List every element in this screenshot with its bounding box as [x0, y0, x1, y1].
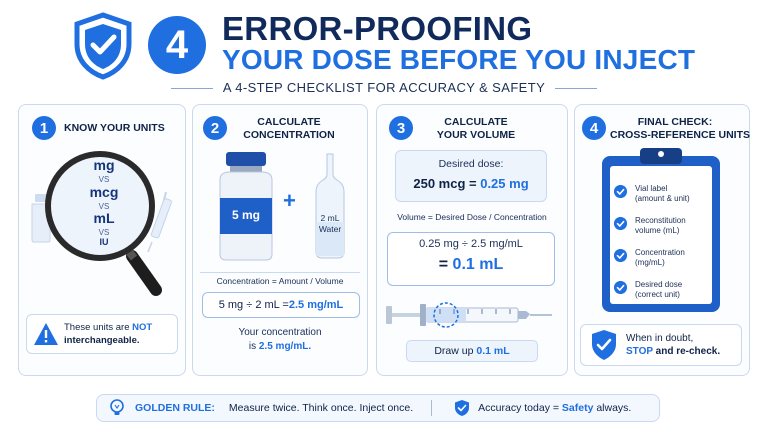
dose-rhs: 0.25 mg	[480, 176, 529, 191]
step-title-3	[416, 116, 536, 142]
desired-dose-value	[395, 176, 547, 191]
medication-vial-icon	[216, 150, 276, 262]
checklist-item-title: Concentration	[635, 248, 685, 257]
unit-iu: IU	[99, 237, 109, 247]
divider	[171, 88, 213, 89]
accuracy-text	[478, 402, 631, 414]
draw-up-instruction	[406, 340, 538, 362]
result-line2-pre: is	[248, 341, 259, 352]
draw-up-value: 0.1 mL	[476, 345, 510, 357]
checklist-item	[614, 216, 690, 236]
draw-up-pre: Draw up	[434, 345, 474, 357]
divider	[431, 400, 432, 416]
unit-mcg: mcg	[89, 184, 119, 200]
vs-label: VS	[98, 228, 110, 237]
calc-result-value: 0.1 mL	[452, 256, 504, 273]
golden-rule-text: Measure twice. Think once. Inject once.	[228, 402, 414, 414]
shield-check-icon	[72, 12, 134, 80]
page-subtitle	[0, 80, 768, 95]
step-title-2-line2: CONCENTRATION	[243, 129, 335, 141]
volume-formula: Volume = Desired Dose / Concentration	[397, 212, 547, 222]
unit-mg: mg	[93, 157, 115, 173]
checklist-item-title: Vial label	[635, 184, 668, 193]
ampoule-label	[310, 213, 350, 235]
golden-rule-label: GOLDEN RULE:	[135, 402, 215, 414]
check-icon	[614, 185, 627, 198]
step-title-3-line2: YOUR VOLUME	[436, 129, 516, 141]
doubt-post: and re-check.	[652, 346, 721, 357]
step-number-2: 2	[203, 116, 227, 140]
calc-result	[387, 256, 555, 274]
calc-line1: 0.25 mg ÷ 2.5 mg/mL	[419, 238, 523, 250]
result-line1: Your concentration	[238, 327, 322, 338]
concentration-formula-caption: Concentration = Amount / Volume	[216, 276, 344, 286]
step-title-4-line1: FINAL CHECK:	[637, 116, 713, 128]
checklist-item-title: Desired dose	[635, 280, 683, 289]
warning-icon	[33, 322, 59, 346]
checklist-item-title: Reconstitution	[635, 216, 686, 225]
checklist-item-detail: (mg/mL)	[635, 258, 665, 267]
page-title-secondary: YOUR DOSE BEFORE YOU INJECT	[222, 44, 696, 75]
shield-check-icon	[590, 329, 618, 361]
desired-dose-label: Desired dose:	[438, 158, 504, 170]
accuracy-pre: Accuracy today =	[478, 402, 562, 414]
doubt-line1: When in doubt,	[626, 333, 694, 344]
checklist-item-detail: volume (mL)	[635, 226, 680, 235]
accuracy-em: Safety	[561, 402, 594, 414]
check-icon	[614, 217, 627, 230]
unit-ml: mL	[93, 210, 115, 226]
check-icon	[614, 281, 627, 294]
water-ampoule-icon	[310, 152, 350, 262]
calc-result-pre: =	[438, 256, 453, 273]
ampoule-contents: Water	[318, 224, 342, 234]
doubt-em: STOP	[626, 346, 653, 357]
divider	[200, 272, 360, 273]
check-icon	[614, 249, 627, 262]
step-title-1: KNOW YOUR UNITS	[64, 122, 165, 134]
step-title-2	[230, 116, 348, 142]
golden-rule-footer	[96, 394, 660, 422]
ampoule-volume: 2 mL	[320, 213, 340, 223]
warning-text	[64, 321, 152, 347]
vs-label: VS	[98, 175, 110, 184]
step-number-4: 4	[582, 116, 606, 140]
header-number-badge: 4	[148, 16, 206, 74]
warning-text-em: NOT	[132, 322, 153, 333]
vial-label: 5 mg	[231, 208, 260, 222]
checklist-item	[614, 248, 690, 268]
step-title-4	[610, 116, 751, 142]
subtitle-text: A 4-STEP CHECKLIST FOR ACCURACY & SAFETY	[222, 80, 546, 95]
warning-text-post: interchangeable.	[64, 335, 140, 346]
dose-lhs: 250 mcg =	[413, 176, 481, 191]
accuracy-post: always.	[593, 402, 632, 414]
step-number-1: 1	[32, 116, 56, 140]
warning-text-pre: These units are	[64, 322, 133, 333]
formula-result: 2.5 mg/mL	[288, 299, 344, 311]
checklist-item-detail: (correct unit)	[635, 290, 680, 299]
concentration-result	[200, 326, 360, 354]
divider	[555, 88, 597, 89]
formula-lhs: 5 mg ÷ 2 mL =	[218, 299, 289, 311]
concentration-formula	[202, 292, 360, 318]
shield-check-icon	[454, 399, 470, 417]
checklist-item	[614, 280, 690, 300]
checklist-item-detail: (amount & unit)	[635, 194, 690, 203]
step-title-2-line1: CALCULATE	[257, 116, 321, 128]
step-title-4-line2: CROSS-REFERENCE UNITS	[610, 129, 751, 141]
doubt-text	[626, 332, 720, 358]
step-number-3: 3	[389, 116, 413, 140]
step-title-3-line1: CALCULATE	[444, 116, 508, 128]
syringe-icon	[384, 292, 554, 336]
plus-sign: +	[283, 188, 296, 213]
vs-label: VS	[98, 202, 110, 211]
result-value: 2.5 mg/mL.	[258, 341, 312, 352]
checklist-item	[614, 184, 690, 204]
page-title: ERROR-PROOFING	[222, 10, 533, 47]
checklist	[614, 184, 690, 300]
lightbulb-icon	[109, 399, 125, 417]
